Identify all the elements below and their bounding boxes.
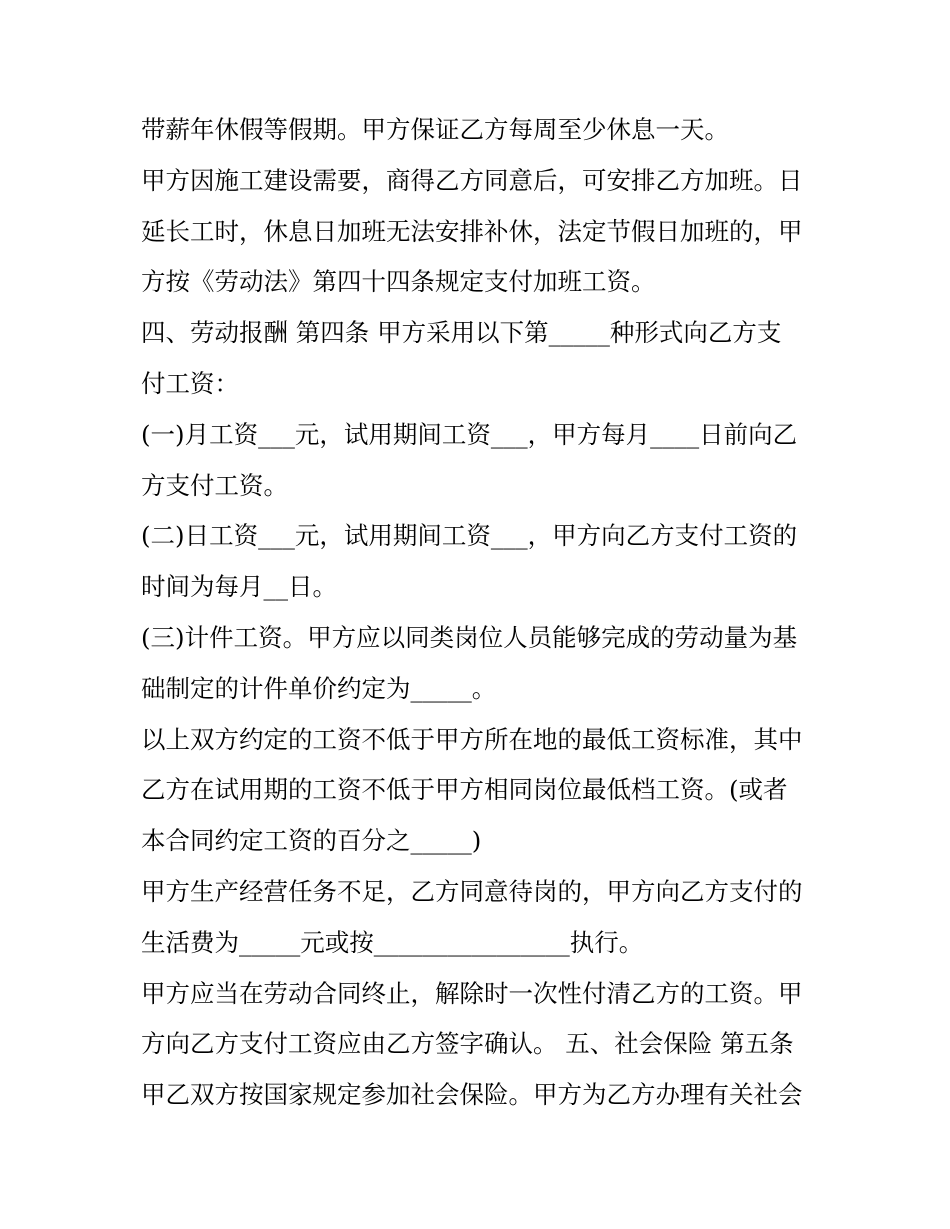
text-line-15: 本合同约定工资的百分之_____) xyxy=(141,826,482,856)
text-line-10: 时间为每月__日。 xyxy=(141,572,337,602)
text-line-9: (二)日工资___元，试用期间工资___，甲方向乙方支付工资的 xyxy=(141,521,798,551)
text-line-8: 方支付工资。 xyxy=(141,470,288,500)
text-line-13: 以上双方约定的工资不低于甲方所在地的最低工资标准，其中 xyxy=(141,724,803,754)
text-line-18: 甲方应当在劳动合同终止，解除时一次性付清乙方的工资。甲 xyxy=(141,978,803,1008)
text-line-5: 四、劳动报酬 第四条 甲方采用以下第_____种形式向乙方支 xyxy=(141,318,782,348)
text-line-16: 甲方生产经营任务不足，乙方同意待岗的，甲方向乙方支付的 xyxy=(141,876,803,906)
text-line-7: (一)月工资___元，试用期间工资___，甲方每月____日前向乙 xyxy=(141,419,798,449)
text-line-11: (三)计件工资。甲方应以同类岗位人员能够完成的劳动量为基 xyxy=(141,622,798,652)
text-line-1: 带薪年休假等假期。甲方保证乙方每周至少休息一天。 xyxy=(141,115,729,144)
text-line-2: 甲方因施工建设需要，商得乙方同意后，可安排乙方加班。日 xyxy=(141,165,803,195)
text-line-20: 甲乙双方按国家规定参加社会保险。甲方为乙方办理有关社会 xyxy=(141,1080,803,1110)
text-line-12: 础制定的计件单价约定为_____。 xyxy=(141,673,497,703)
text-line-6: 付工资： xyxy=(141,368,239,398)
contract-body xyxy=(141,105,821,1121)
text-line-19: 方向乙方支付工资应由乙方签字确认。 五、社会保险 第五条 xyxy=(141,1029,794,1059)
text-line-3: 延长工时，休息日加班无法安排补休，法定节假日加班的，甲 xyxy=(141,216,803,246)
text-line-17: 生活费为_____元或按________________执行。 xyxy=(141,927,644,957)
text-line-14: 乙方在试用期的工资不低于甲方相同岗位最低档工资。(或者 xyxy=(141,775,788,805)
text-line-4: 方按《劳动法》第四十四条规定支付加班工资。 xyxy=(141,267,656,297)
